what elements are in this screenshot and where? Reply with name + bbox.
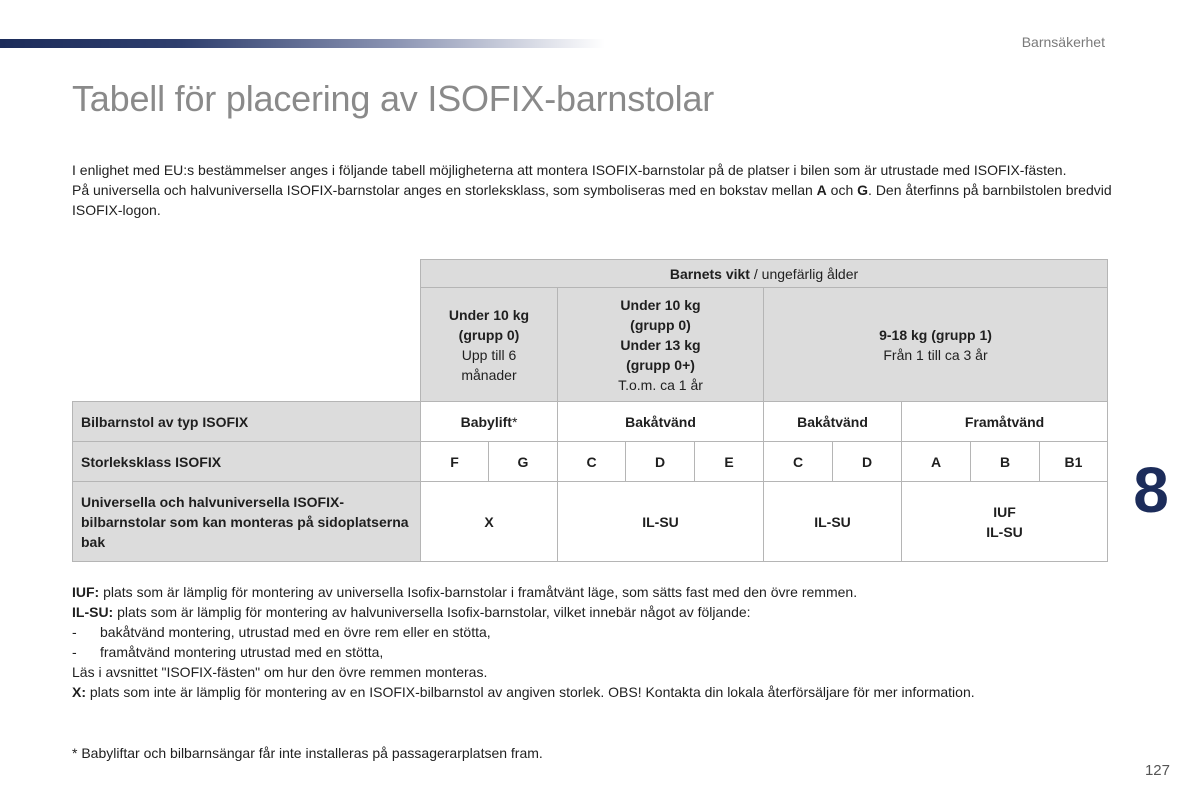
universal-value-babylift: X (421, 482, 558, 562)
type-framatvand: Framåtvänd (902, 402, 1108, 442)
chapter-number: 8 (1133, 454, 1169, 526)
universal-value-framatvand: IUF IL-SU (902, 482, 1108, 562)
page-number: 127 (1144, 762, 1170, 779)
type-bakatvand-1: Bakåtvänd (558, 402, 764, 442)
weight-header: Barnets vikt / ungefärlig ålder (421, 260, 1108, 288)
group-0plus-header: Under 10 kg (grupp 0) Under 13 kg (grupp 0+) T.o.m. ca 1 år (558, 288, 764, 402)
isofix-placement-table (72, 259, 1108, 562)
size-class-cell: G (489, 442, 558, 482)
legend-bullet-1: - bakåtvänd montering, utrustad med en övre rem eller en stötta, (72, 624, 491, 640)
universal-value-bakatvand-2: IL-SU (764, 482, 902, 562)
legend-read-note: Läs i avsnittet "ISOFIX-fästen" om hur den övre remmen monteras. (72, 664, 488, 680)
intro-text (72, 160, 1112, 220)
type-babylift: Babylift* (421, 402, 558, 442)
group-1-header: 9-18 kg (grupp 1) Från 1 till ca 3 år (764, 288, 1108, 402)
size-class-cell: B1 (1040, 442, 1108, 482)
group-0-header: Under 10 kg (grupp 0) Upp till 6 månader (421, 288, 558, 402)
size-class-cell: F (421, 442, 489, 482)
size-class-cell: E (695, 442, 764, 482)
universal-value-bakatvand-1: IL-SU (558, 482, 764, 562)
legend-x: X: plats som inte är lämplig för montering av en ISOFIX-bilbarnstol av angiven storlek. OBS! Kontakta din lokala återförsäljare för mer information. (72, 684, 975, 700)
section-name: Barnsäkerhet (1021, 34, 1105, 50)
footnote: * Babyliftar och bilbarnsängar får inte installeras på passagerarplatsen fram. (72, 745, 543, 761)
size-class-cell: D (626, 442, 695, 482)
size-class-cell: A (902, 442, 971, 482)
type-bakatvand-2: Bakåtvänd (764, 402, 902, 442)
page-title: Tabell för placering av ISOFIX-barnstolar (72, 78, 715, 119)
row-label-universal: Universella och halvuniversella ISOFIX-bilbarnstolar som kan monteras på sidoplatserna bak (73, 482, 421, 562)
row-label-type: Bilbarnstol av typ ISOFIX (73, 402, 421, 442)
intro-paragraph-2: På universella och halvuniversella ISOFIX-barnstolar anges en storleksklass, som symboliseras med en bokstav mellan A och G. Den återfinns på barnbilstolen bredvid ISOFIX-logon. (72, 182, 1112, 218)
legend (72, 582, 1132, 702)
size-class-cell: B (971, 442, 1040, 482)
legend-iuf: IUF: plats som är lämplig för montering av universella Isofix-barnstolar i framåtvänt läge, som sätts fast med den övre remmen. (72, 584, 858, 600)
size-class-cell: D (833, 442, 902, 482)
legend-ilsu: IL-SU: plats som är lämplig för montering av halvuniversella Isofix-barnstolar, vilket innebär något av följande: (72, 604, 751, 620)
intro-paragraph-1: I enlighet med EU:s bestämmelser anges i följande tabell möjligheterna att montera ISOFIX-barnstolar på de platser i bilen som är utrustade med ISOFIX-fästen. (72, 162, 1067, 178)
row-label-size: Storleksklass ISOFIX (73, 442, 421, 482)
size-class-cell: C (558, 442, 626, 482)
header-accent-bar (0, 39, 605, 48)
legend-bullet-2: - framåtvänd montering utrustad med en stötta, (72, 644, 384, 660)
size-class-cell: C (764, 442, 833, 482)
